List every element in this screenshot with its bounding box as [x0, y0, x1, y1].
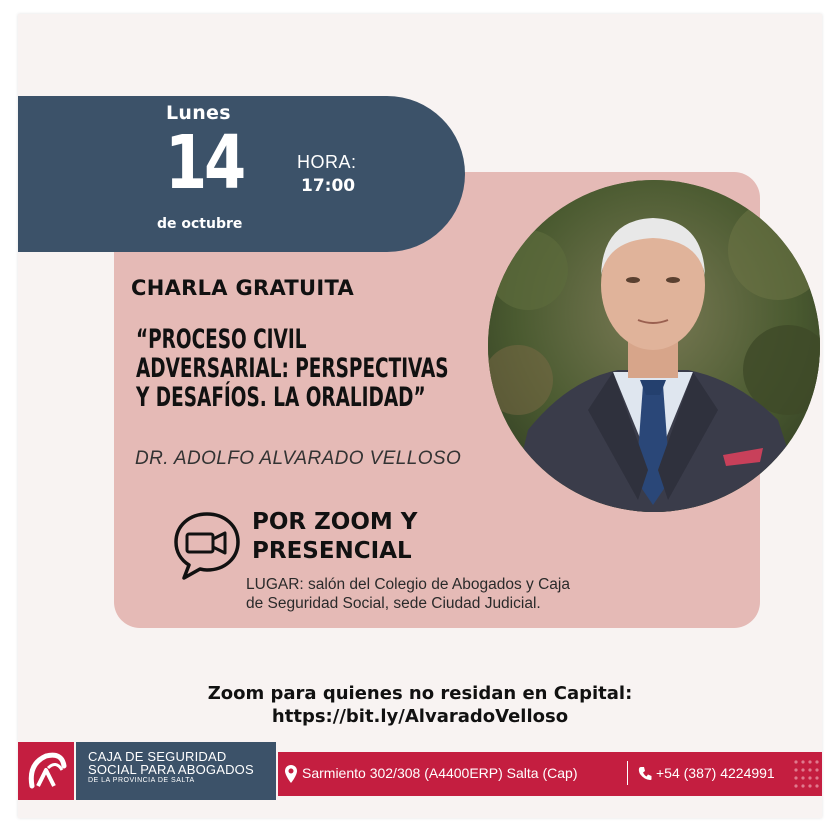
modality-title [252, 508, 512, 566]
contact-divider [627, 761, 628, 785]
event-month: de octubre [157, 216, 243, 232]
organization-name-line: SOCIAL PARA ABOGADOS [88, 761, 254, 777]
caja-logo-icon [18, 742, 74, 800]
video-camera-icon [170, 508, 244, 582]
modality-line: PRESENCIAL [252, 538, 412, 564]
venue-description [246, 575, 666, 613]
venue-line: LUGAR: salón del Colegio de Abogados y Caja [246, 576, 570, 593]
phone-icon [638, 766, 652, 781]
talk-title-line: ADVERSARIAL: PERSPECTIVAS [136, 353, 449, 384]
time-label: HORA: [297, 152, 357, 172]
zoom-info [18, 682, 822, 728]
address-text: Sarmiento 302/308 (A4400ERP) Salta (Cap) [302, 765, 578, 781]
talk-title-line: Y DESAFÍOS. LA ORALIDAD” [136, 382, 426, 413]
caja-logo [18, 742, 74, 800]
time-value: 17:00 [301, 176, 356, 196]
phone-number[interactable]: +54 (387) 4224991 [656, 765, 775, 781]
speaker-photo [488, 180, 820, 512]
speaker-name: DR. ADOLFO ALVARADO VELLOSO [135, 448, 462, 469]
zoom-info-text: Zoom para quienes no residan en Capital: [207, 683, 633, 704]
talk-title [136, 325, 516, 412]
date-badge [18, 96, 465, 252]
map-pin-icon [284, 764, 298, 784]
organization-subtitle: DE LA PROVINCIA DE SALTA [88, 777, 195, 784]
decorative-dots [793, 758, 819, 790]
event-day-number: 14 [165, 120, 243, 206]
organization-name-line: CAJA DE SEGURIDAD [88, 749, 227, 764]
event-flyer [18, 14, 822, 818]
talk-title-line: “PROCESO CIVIL [136, 324, 307, 355]
modality-line: POR ZOOM Y [252, 509, 418, 535]
contact-bar [278, 752, 822, 796]
zoom-link[interactable]: https://bit.ly/AlvaradoVelloso [271, 706, 569, 727]
speaker-portrait-illustration [488, 180, 820, 512]
organization-name-box [76, 742, 276, 800]
event-day-name: Lunes [166, 102, 231, 124]
talk-type: CHARLA GRATUITA [131, 276, 355, 300]
venue-line: de Seguridad Social, sede Ciudad Judicial. [246, 595, 541, 612]
